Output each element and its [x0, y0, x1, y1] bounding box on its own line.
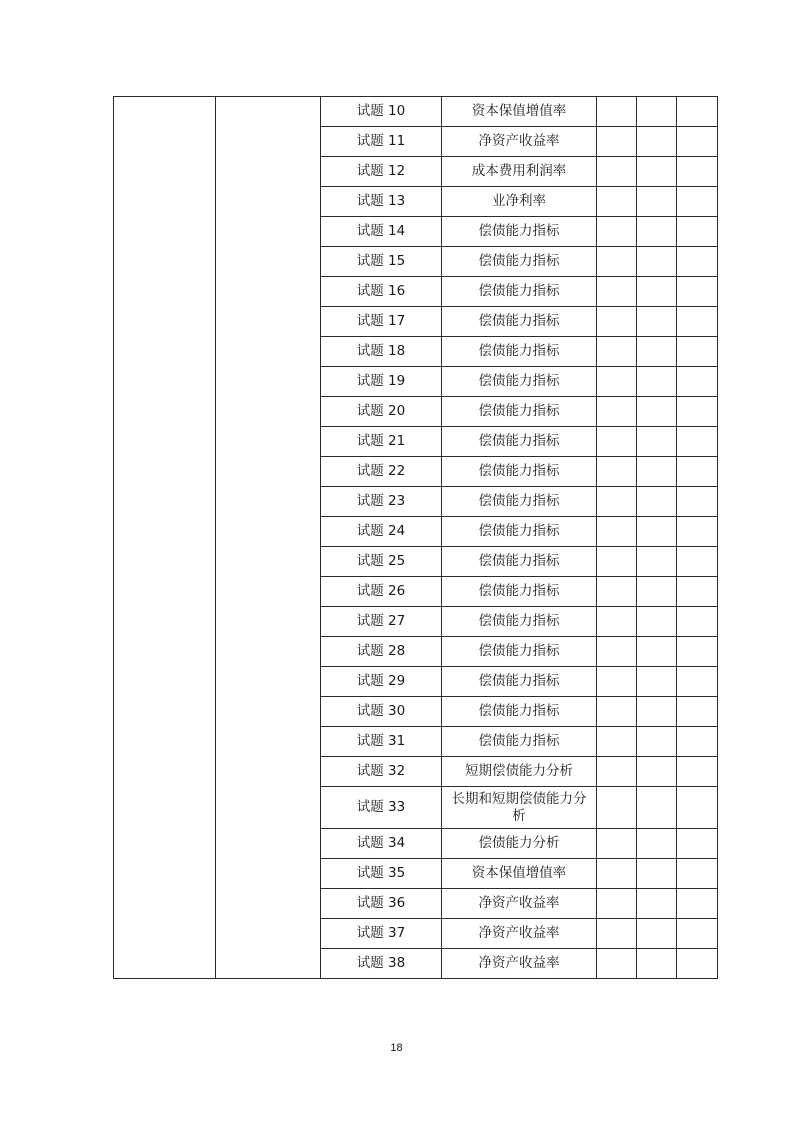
empty-cell	[677, 247, 718, 277]
empty-cell	[637, 577, 677, 607]
empty-cell	[677, 829, 718, 859]
empty-cell	[597, 127, 637, 157]
table-row	[114, 97, 718, 127]
table-body	[114, 97, 718, 979]
question-item-cell: 试题 12	[321, 157, 442, 187]
empty-cell	[637, 337, 677, 367]
empty-cell	[637, 829, 677, 859]
question-item-cell: 试题 37	[321, 919, 442, 949]
empty-cell	[677, 637, 718, 667]
empty-cell	[597, 397, 637, 427]
question-item-cell: 试题 14	[321, 217, 442, 247]
empty-cell	[637, 547, 677, 577]
question-content-cell: 长期和短期偿债能力分析	[442, 787, 597, 829]
empty-cell	[677, 607, 718, 637]
empty-cell	[637, 487, 677, 517]
empty-cell	[597, 607, 637, 637]
empty-cell	[597, 577, 637, 607]
empty-cell	[637, 607, 677, 637]
question-content-cell: 偿债能力指标	[442, 337, 597, 367]
empty-cell	[597, 217, 637, 247]
empty-cell	[677, 517, 718, 547]
question-content-cell: 偿债能力分析	[442, 829, 597, 859]
question-item-cell: 试题 18	[321, 337, 442, 367]
empty-cell	[597, 427, 637, 457]
question-content-cell: 偿债能力指标	[442, 727, 597, 757]
empty-cell	[677, 157, 718, 187]
empty-cell	[637, 697, 677, 727]
question-item-cell: 试题 11	[321, 127, 442, 157]
empty-cell	[677, 457, 718, 487]
empty-cell	[677, 337, 718, 367]
empty-cell	[637, 457, 677, 487]
question-content-cell: 资本保值增值率	[442, 97, 597, 127]
empty-cell	[597, 787, 637, 829]
empty-cell	[637, 727, 677, 757]
question-content-cell: 短期偿债能力分析	[442, 757, 597, 787]
question-content-cell: 净资产收益率	[442, 919, 597, 949]
empty-cell	[597, 277, 637, 307]
empty-cell	[597, 889, 637, 919]
empty-cell	[597, 337, 637, 367]
empty-cell	[637, 187, 677, 217]
empty-cell	[597, 667, 637, 697]
empty-cell	[677, 949, 718, 979]
empty-cell	[637, 889, 677, 919]
empty-cell	[677, 277, 718, 307]
empty-cell	[637, 127, 677, 157]
empty-cell	[597, 829, 637, 859]
empty-cell	[597, 457, 637, 487]
question-item-cell: 试题 16	[321, 277, 442, 307]
question-content-cell: 净资产收益率	[442, 889, 597, 919]
empty-cell	[597, 547, 637, 577]
question-content-cell: 偿债能力指标	[442, 487, 597, 517]
empty-cell	[677, 547, 718, 577]
empty-cell	[597, 637, 637, 667]
question-content-cell: 偿债能力指标	[442, 397, 597, 427]
question-item-cell: 试题 34	[321, 829, 442, 859]
question-item-cell: 试题 23	[321, 487, 442, 517]
empty-cell	[677, 727, 718, 757]
empty-cell	[637, 217, 677, 247]
empty-cell	[597, 517, 637, 547]
empty-cell	[677, 127, 718, 157]
empty-cell	[677, 577, 718, 607]
empty-cell	[597, 697, 637, 727]
empty-cell	[597, 187, 637, 217]
question-item-cell: 试题 38	[321, 949, 442, 979]
question-content-cell: 偿债能力指标	[442, 367, 597, 397]
question-content-cell: 净资产收益率	[442, 127, 597, 157]
empty-cell	[677, 787, 718, 829]
empty-cell	[677, 697, 718, 727]
empty-cell	[677, 187, 718, 217]
question-content-cell: 偿债能力指标	[442, 577, 597, 607]
empty-cell	[597, 727, 637, 757]
empty-cell	[637, 859, 677, 889]
empty-cell	[597, 757, 637, 787]
question-item-cell: 试题 30	[321, 697, 442, 727]
question-content-cell: 偿债能力指标	[442, 247, 597, 277]
question-item-cell: 试题 20	[321, 397, 442, 427]
question-content-cell: 偿债能力指标	[442, 637, 597, 667]
empty-cell	[597, 859, 637, 889]
empty-cell	[637, 637, 677, 667]
question-content-cell: 业净利率	[442, 187, 597, 217]
question-item-cell: 试题 17	[321, 307, 442, 337]
empty-cell	[637, 427, 677, 457]
question-content-cell: 净资产收益率	[442, 949, 597, 979]
empty-cell	[597, 367, 637, 397]
question-content-cell: 资本保值增值率	[442, 859, 597, 889]
empty-cell	[677, 97, 718, 127]
empty-cell	[637, 367, 677, 397]
empty-cell	[677, 757, 718, 787]
question-item-cell: 试题 33	[321, 787, 442, 829]
empty-cell	[637, 919, 677, 949]
empty-cell	[677, 307, 718, 337]
empty-cell	[677, 889, 718, 919]
empty-cell	[637, 397, 677, 427]
question-content-cell: 成本费用利润率	[442, 157, 597, 187]
empty-cell	[597, 97, 637, 127]
question-content-cell: 偿债能力指标	[442, 667, 597, 697]
question-content-cell: 偿债能力指标	[442, 307, 597, 337]
empty-cell	[677, 859, 718, 889]
question-content-cell: 偿债能力指标	[442, 547, 597, 577]
question-content-cell: 偿债能力指标	[442, 427, 597, 457]
empty-cell	[677, 667, 718, 697]
empty-cell	[597, 949, 637, 979]
merged-category-cell	[114, 97, 216, 979]
question-item-cell: 试题 19	[321, 367, 442, 397]
question-item-cell: 试题 27	[321, 607, 442, 637]
question-content-cell: 偿债能力指标	[442, 457, 597, 487]
question-item-cell: 试题 21	[321, 427, 442, 457]
empty-cell	[637, 787, 677, 829]
empty-cell	[677, 217, 718, 247]
question-item-cell: 试题 10	[321, 97, 442, 127]
empty-cell	[637, 97, 677, 127]
empty-cell	[637, 277, 677, 307]
question-content-cell: 偿债能力指标	[442, 217, 597, 247]
empty-cell	[597, 307, 637, 337]
question-item-cell: 试题 24	[321, 517, 442, 547]
empty-cell	[637, 247, 677, 277]
empty-cell	[677, 427, 718, 457]
question-item-cell: 试题 31	[321, 727, 442, 757]
question-content-cell: 偿债能力指标	[442, 697, 597, 727]
empty-cell	[637, 757, 677, 787]
question-content-cell: 偿债能力指标	[442, 277, 597, 307]
merged-subcategory-cell	[216, 97, 321, 979]
question-item-cell: 试题 35	[321, 859, 442, 889]
question-item-cell: 试题 32	[321, 757, 442, 787]
question-item-cell: 试题 28	[321, 637, 442, 667]
empty-cell	[637, 517, 677, 547]
question-content-cell: 偿债能力指标	[442, 607, 597, 637]
empty-cell	[637, 307, 677, 337]
exam-items-table	[113, 96, 718, 979]
empty-cell	[637, 157, 677, 187]
empty-cell	[677, 919, 718, 949]
empty-cell	[597, 157, 637, 187]
empty-cell	[677, 367, 718, 397]
empty-cell	[677, 397, 718, 427]
question-item-cell: 试题 36	[321, 889, 442, 919]
question-item-cell: 试题 25	[321, 547, 442, 577]
empty-cell	[597, 487, 637, 517]
empty-cell	[597, 919, 637, 949]
empty-cell	[637, 949, 677, 979]
question-item-cell: 试题 29	[321, 667, 442, 697]
empty-cell	[677, 487, 718, 517]
question-item-cell: 试题 22	[321, 457, 442, 487]
empty-cell	[597, 247, 637, 277]
question-content-cell: 偿债能力指标	[442, 517, 597, 547]
question-item-cell: 试题 13	[321, 187, 442, 217]
question-item-cell: 试题 26	[321, 577, 442, 607]
page-number: 18	[390, 1042, 403, 1054]
empty-cell	[637, 667, 677, 697]
question-item-cell: 试题 15	[321, 247, 442, 277]
